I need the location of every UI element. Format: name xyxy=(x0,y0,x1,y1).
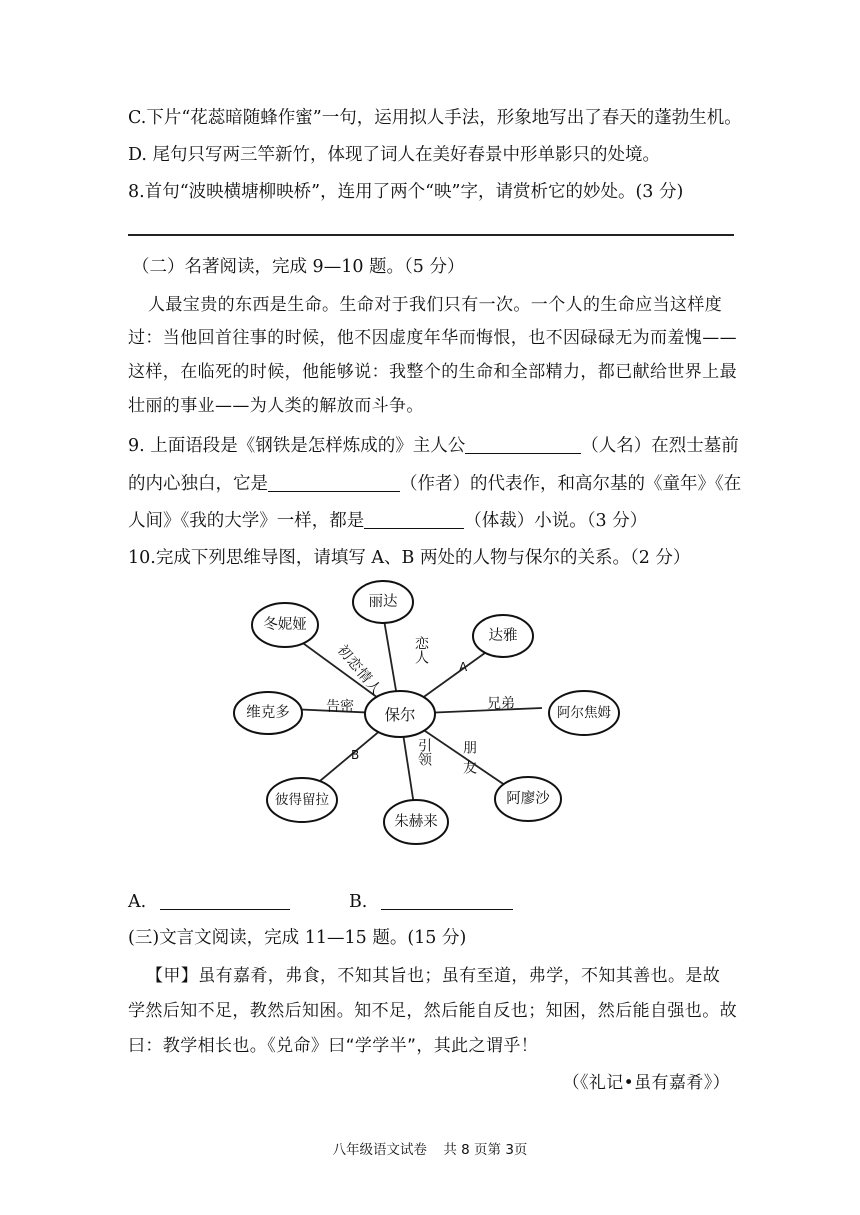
protagonist-blank[interactable] xyxy=(465,435,581,454)
edge-label-first-love: 初恋情人 xyxy=(333,642,385,699)
edge-label-a: A xyxy=(459,660,468,674)
mindmap-center-label: 保尔 xyxy=(384,706,416,724)
q10-answers xyxy=(128,890,513,914)
q9-line-2 xyxy=(128,472,741,496)
mindmap-node-weikeduo: 维克多 xyxy=(246,705,290,721)
q9-text: 的内心独白，它是 xyxy=(128,474,268,494)
classical-passage-line: 曰：教学相长也。《兑命》曰“学学半”，其此之谓乎！ xyxy=(128,1036,539,1056)
answer-a-label: A. xyxy=(128,892,147,912)
q9-text: （体裁）小说。（3 分） xyxy=(464,511,648,531)
edge-label-b: B xyxy=(351,748,360,762)
edge-label-lovers: 恋人 xyxy=(413,636,429,664)
q9-text: （人名）在烈士墓前 xyxy=(581,436,739,456)
mindmap-node-aliesha: 阿廖沙 xyxy=(506,791,550,807)
footer-page-number: 共 8 页第 3页 xyxy=(443,1142,528,1158)
edge-label-brothers: 兄弟 xyxy=(487,696,515,712)
edge-label-informer: 告密 xyxy=(326,699,354,715)
passage-line: 壮丽的事业——为人类的解放而斗争。 xyxy=(128,396,424,416)
section2-heading: （二）名著阅读，完成 9—10 题。（5 分） xyxy=(132,257,465,277)
mindmap-node-bidelila: 彼得留拉 xyxy=(275,792,329,808)
q9-line-1 xyxy=(128,434,739,458)
genre-blank[interactable] xyxy=(364,510,464,529)
passage-source: （《礼记•虽有嘉肴》） xyxy=(562,1073,730,1093)
q9-text: 9. 上面语段是《钢铁是怎样炼成的》主人公 xyxy=(128,436,466,456)
classical-passage-line: 学然后知不足，教然后知困。知不足，然后能自反也；知困，然后能自强也。故 xyxy=(128,1001,737,1021)
mindmap-node-daya: 达雅 xyxy=(488,628,518,644)
passage-line: 人最宝贵的东西是生命。生命对于我们只有一次。一个人的生命应当这样度 xyxy=(148,295,723,315)
q9-text: （作者）的代表作，和高尔基的《童年》《在 xyxy=(400,474,742,494)
mindmap-node-zhuhelai: 朱赫来 xyxy=(394,814,438,830)
answer-a-blank[interactable] xyxy=(160,891,290,910)
q7-option-c: C.下片“花蕊暗随蜂作蜜”一句，运用拟人手法，形象地写出了春天的蓬勃生机。 xyxy=(128,108,742,128)
mind-map xyxy=(220,578,620,858)
answer-b-label: B. xyxy=(348,892,368,912)
q8-question: 8.首句“波映横塘柳映桥”，连用了两个“映”字，请赏析它的妙处。(3 分) xyxy=(128,182,684,202)
footer-exam-title: 八年级语文试卷 xyxy=(332,1142,428,1158)
mindmap-node-lida: 丽达 xyxy=(368,594,398,610)
passage-line: 过：当他回首往事的时候，他不因虚度年华而悔恨，也不因碌碌无为而羞愧—— xyxy=(128,328,737,348)
answer-line[interactable] xyxy=(128,234,734,236)
answer-b-blank[interactable] xyxy=(381,891,513,910)
edge-label-friends: 朋友 xyxy=(461,740,477,780)
q7-option-d: D. 尾句只写两三竿新竹，体现了词人在美好春景中形单影只的处境。 xyxy=(128,145,661,165)
q9-line-3 xyxy=(128,509,647,533)
page-footer xyxy=(0,1138,860,1158)
author-blank[interactable] xyxy=(268,473,400,492)
q9-text: 人间》《我的大学》一样，都是 xyxy=(128,511,365,531)
passage-line: 这样，在临死的时候，他能够说：我整个的生命和全部精力，都已献给世界上最 xyxy=(128,362,737,382)
mindmap-node-dongniya: 冬妮娅 xyxy=(263,617,307,633)
mindmap-node-aerjiaomu: 阿尔焦姆 xyxy=(557,705,611,721)
section3-heading: (三)文言文阅读，完成 11—15 题。(15 分) xyxy=(128,928,467,948)
edge-label-guide: 引领 xyxy=(416,738,432,766)
q10-question: 10.完成下列思维导图，请填写 A、B 两处的人物与保尔的关系。（2 分） xyxy=(128,548,691,568)
classical-passage-line: 【甲】虽有嘉肴，弗食，不知其旨也；虽有至道，弗学，不知其善也。是故 xyxy=(146,966,721,986)
